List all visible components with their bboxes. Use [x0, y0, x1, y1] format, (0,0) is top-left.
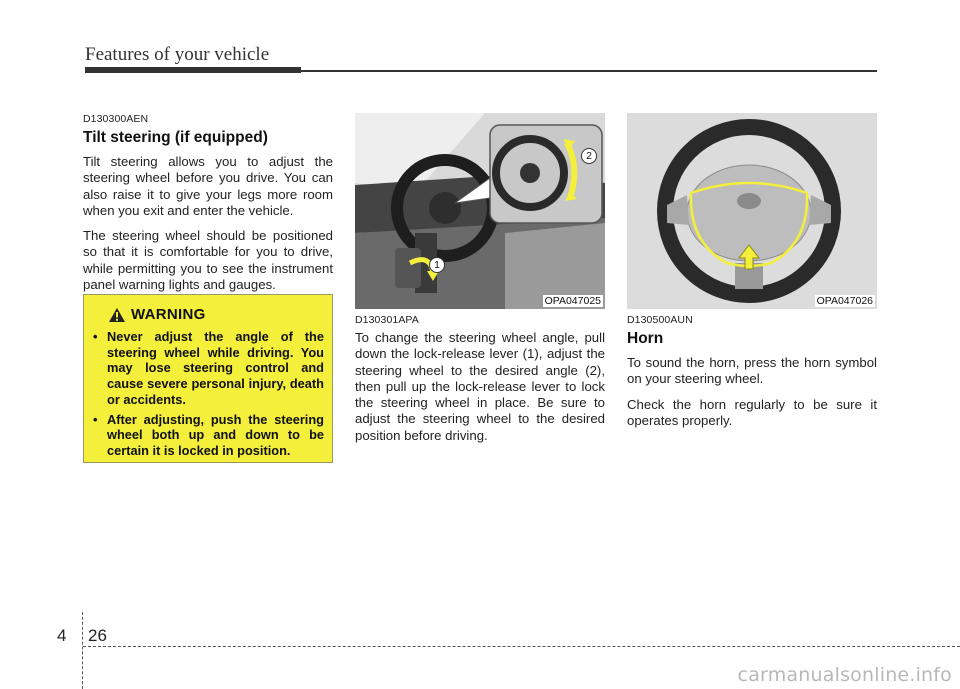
paragraph: To sound the horn, press the horn symbol on your steering wheel.: [627, 355, 877, 387]
paragraph: Tilt steering allows you to adjust the steering wheel before you drive. You can also raise it to give your legs more room when you exit and enter the vehicle.: [83, 154, 333, 218]
warning-item: [93, 329, 324, 408]
warning-box: [83, 294, 333, 463]
adjustment-instructions: [355, 314, 605, 453]
callout-number-1: 1: [429, 257, 445, 273]
section-heading: Horn: [627, 330, 664, 347]
car-interior-illustration: [355, 113, 605, 309]
tilt-steering-section: [83, 113, 333, 302]
bullet: •: [93, 329, 98, 344]
warning-item-text: After adjusting, push the steering wheel both up and down to be certain it is locked in position.: [107, 411, 324, 458]
steering-wheel-illustration: [627, 113, 877, 309]
warning-item: [93, 412, 324, 459]
paragraph: Check the horn regularly to be sure it operates properly.: [627, 396, 877, 428]
page-header-title: Features of your vehicle: [85, 44, 270, 65]
section-heading: Tilt steering (if equipped): [83, 129, 268, 146]
chapter-number: 4: [57, 626, 67, 645]
watermark: carmanualsonline.info: [737, 664, 952, 686]
footer-rule: [83, 646, 960, 647]
paragraph: To change the steering wheel angle, pull down the lock-release lever (1), adjust the steering wheel to the desired angle (2), then pull up the lock-release lever to lock the steering wheel in place. Be sure to adjust the steering wheel to the desired position before driving.: [355, 330, 605, 443]
header-rule: [301, 70, 877, 72]
paragraph: The steering wheel should be positioned so that it is comfortable for you to drive, while permitting you to see the instrument panel warning lights and gauges.: [83, 228, 333, 293]
bullet: •: [93, 411, 98, 427]
warning-list: [93, 329, 324, 463]
warning-triangle-icon: [108, 307, 126, 323]
warning-header: [108, 306, 206, 323]
callout-number-2: 2: [581, 148, 597, 164]
page-number: 26: [88, 626, 107, 645]
figure-label: OPA047026: [816, 295, 873, 307]
warning-item-text: Never adjust the angle of the steering wheel while driving. You may lose steering control and cause severe personal injury, death or accidents.: [107, 329, 324, 407]
section-code: D130500AUN: [627, 314, 693, 326]
footer-divider: [82, 612, 83, 689]
horn-section: [627, 314, 877, 438]
figure-label: OPA047025: [544, 295, 601, 307]
header-bar: [85, 67, 301, 73]
section-code: D130301APA: [355, 314, 419, 326]
warning-title: WARNING: [131, 306, 206, 323]
steering-wheel-horn-illustration: [627, 113, 877, 309]
section-code: D130300AEN: [83, 113, 149, 125]
steering-adjustment-illustration: [355, 113, 605, 309]
